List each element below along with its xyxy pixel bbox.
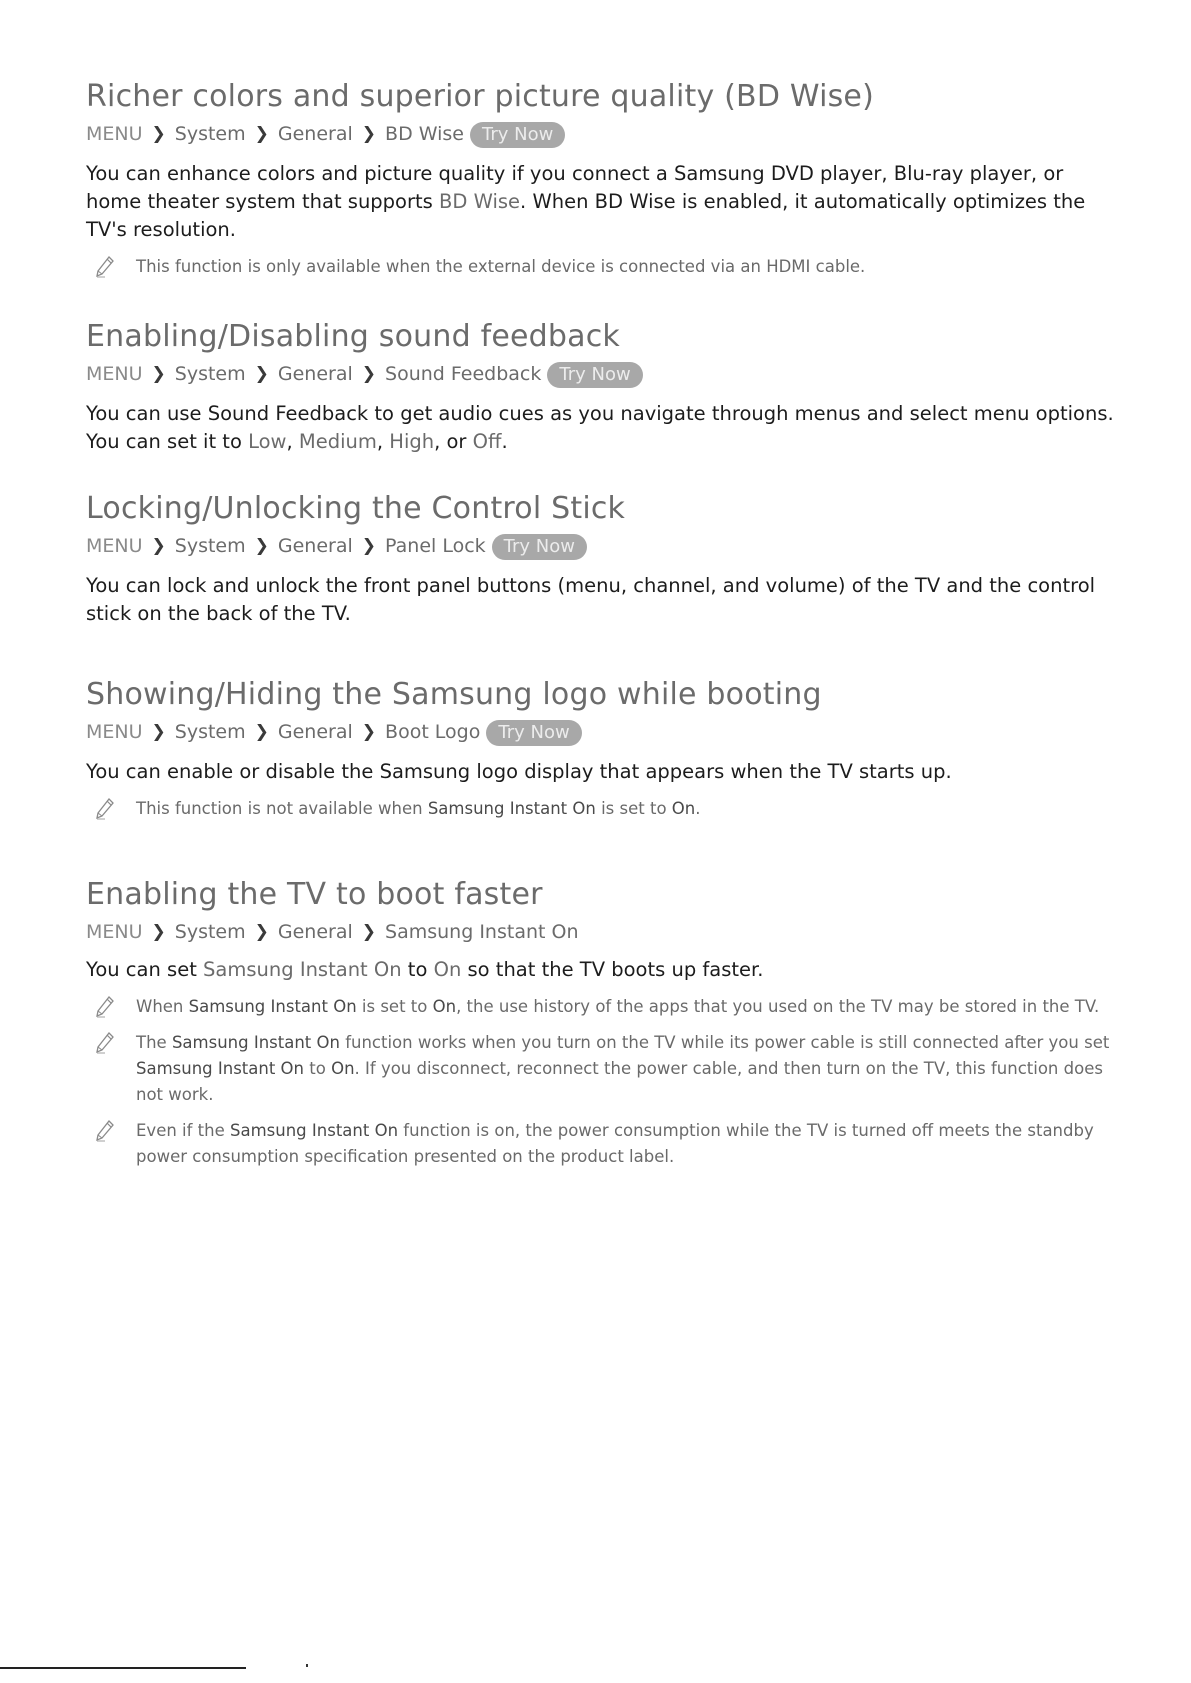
text-run: You can enable or disable the Samsung logo display that appears when the TV starts up. <box>86 759 952 783</box>
menu-path-item: System <box>174 535 246 558</box>
chevron-right-icon: ❯ <box>151 722 166 743</box>
chevron-right-icon: ❯ <box>151 364 166 385</box>
text-run: , the use history of the apps that you used on the TV may be stored in the TV. <box>456 997 1100 1017</box>
notes <box>86 254 1121 280</box>
section-bd-wise <box>86 78 1121 318</box>
text-run: function is on, the power consumption while the TV is turned off meets the standby power consumption specification presented on the product label. <box>136 1121 1094 1167</box>
text-run: . <box>501 429 508 453</box>
chevron-right-icon: ❯ <box>151 124 166 145</box>
menu-path-item: MENU <box>86 535 143 558</box>
menu-path-item: MENU <box>86 363 143 386</box>
chevron-right-icon: ❯ <box>254 722 269 743</box>
menu-path-item: General <box>277 363 353 386</box>
try-now-button[interactable]: Try Now <box>547 362 642 388</box>
ui-term: Medium <box>298 429 377 453</box>
text-run: , <box>286 429 299 453</box>
menu-path-item: Samsung Instant On <box>385 920 579 943</box>
ui-term: Samsung Instant On <box>171 1033 340 1053</box>
menu-path <box>86 122 1121 148</box>
section-body <box>86 572 1121 628</box>
ui-term: Samsung Instant On <box>136 1059 305 1079</box>
text-run: is set to <box>595 798 672 818</box>
menu-path <box>86 534 1121 560</box>
menu-path-item: System <box>174 123 246 146</box>
pencil-note-icon <box>96 256 114 278</box>
section-sound-feedback <box>86 318 1121 490</box>
chevron-right-icon: ❯ <box>254 364 269 385</box>
text-run: to <box>304 1059 332 1079</box>
ui-term: On <box>671 798 696 818</box>
menu-path-item: Boot Logo <box>385 721 481 744</box>
menu-path <box>86 362 1121 388</box>
section-title: Enabling the TV to boot faster <box>86 877 543 912</box>
text-run: function works when you turn on the TV while its power cable is still connected after you set <box>339 1033 1110 1053</box>
footer-mark <box>306 1664 308 1667</box>
ui-term: Samsung Instant On <box>427 798 596 818</box>
notes <box>86 994 1121 1170</box>
chevron-right-icon: ❯ <box>361 364 377 385</box>
menu-path-item: System <box>174 363 246 386</box>
text-run: You can enhance colors and picture quality if you connect a Samsung DVD player, Blu-ray player, or home theater system that supports <box>86 161 1064 213</box>
pencil-note-icon <box>96 1120 114 1142</box>
section-body <box>86 758 1121 786</box>
text-run: , or <box>434 429 473 453</box>
text-run: Even if the <box>136 1121 231 1141</box>
section-panel-lock <box>86 490 1121 676</box>
section-title: Locking/Unlocking the Control Stick <box>86 491 626 526</box>
menu-path-item: Sound Feedback <box>385 363 542 386</box>
chevron-right-icon: ❯ <box>151 921 166 942</box>
menu-path-item: Panel Lock <box>385 535 486 558</box>
text-run: . If you disconnect, reconnect the power cable, and then turn on the TV, this function does not work. <box>136 1059 1103 1105</box>
text-run: so that the TV boots up faster. <box>461 958 764 982</box>
note <box>86 994 1121 1020</box>
ui-term: Samsung Instant On <box>188 997 357 1017</box>
manual-page <box>86 78 1121 1170</box>
ui-term: High <box>389 429 435 453</box>
ui-term: Low <box>248 429 287 453</box>
try-now-button[interactable]: Try Now <box>470 122 565 148</box>
try-now-button[interactable]: Try Now <box>492 534 587 560</box>
menu-path-item: System <box>174 920 246 943</box>
ui-term: On <box>433 958 462 982</box>
section-body <box>86 956 1121 984</box>
menu-path-item: MENU <box>86 920 143 943</box>
text-run: This function is not available when <box>136 798 428 818</box>
text-run: When <box>136 997 189 1017</box>
text-run: . <box>695 798 701 818</box>
text-run: . When BD Wise is enabled, it automatically optimizes the TV's resolution. <box>86 189 1086 241</box>
section-instant-on <box>86 876 1121 1170</box>
text-run: , <box>376 429 390 453</box>
text-run: You can set <box>86 958 204 982</box>
chevron-right-icon: ❯ <box>151 536 166 557</box>
pencil-note-icon <box>96 798 114 820</box>
chevron-right-icon: ❯ <box>361 722 377 743</box>
section-boot-logo <box>86 676 1121 876</box>
menu-path-item: General <box>277 920 353 943</box>
menu-path <box>86 720 1121 746</box>
footer-rule <box>0 1667 246 1669</box>
note <box>86 1030 1121 1108</box>
menu-path-item: MENU <box>86 721 143 744</box>
section-body <box>86 160 1121 244</box>
chevron-right-icon: ❯ <box>361 536 377 557</box>
section-title: Richer colors and superior picture quality (BD Wise) <box>86 79 874 114</box>
note <box>86 254 1121 280</box>
menu-path-item: General <box>277 721 353 744</box>
text-run: to <box>401 958 434 982</box>
pencil-note-icon <box>96 996 114 1018</box>
menu-path-item: General <box>277 123 353 146</box>
chevron-right-icon: ❯ <box>254 536 269 557</box>
chevron-right-icon: ❯ <box>361 124 377 145</box>
note <box>86 796 1121 822</box>
ui-term: BD Wise <box>439 189 521 213</box>
note <box>86 1118 1121 1170</box>
chevron-right-icon: ❯ <box>361 921 377 942</box>
menu-path-item: General <box>277 535 353 558</box>
menu-path-item: System <box>174 721 246 744</box>
chevron-right-icon: ❯ <box>254 124 269 145</box>
menu-path-item: MENU <box>86 123 143 146</box>
notes <box>86 796 1121 822</box>
ui-term: Off <box>472 429 502 453</box>
chevron-right-icon: ❯ <box>254 921 269 942</box>
text-run: You can lock and unlock the front panel buttons (menu, channel, and volume) of the TV and the control stick on the back of the TV. <box>86 573 1096 625</box>
menu-path-item: BD Wise <box>385 123 464 146</box>
text-run: The <box>136 1033 172 1053</box>
text-run: This function is only available when the external device is connected via an HDMI cable. <box>136 256 866 276</box>
ui-term: Samsung Instant On <box>230 1121 399 1141</box>
pencil-note-icon <box>96 1032 114 1054</box>
ui-term: On <box>432 997 457 1017</box>
ui-term: On <box>331 1059 355 1079</box>
text-run: You can use Sound Feedback to get audio cues as you navigate through menus and select menu options. You can set it to <box>86 401 1114 453</box>
section-title: Showing/Hiding the Samsung logo while booting <box>86 677 822 712</box>
ui-term: Samsung Instant On <box>203 958 402 982</box>
menu-path <box>86 920 1121 945</box>
try-now-button[interactable]: Try Now <box>486 720 581 746</box>
text-run: is set to <box>356 997 433 1017</box>
section-title: Enabling/Disabling sound feedback <box>86 319 620 354</box>
section-body <box>86 400 1121 456</box>
